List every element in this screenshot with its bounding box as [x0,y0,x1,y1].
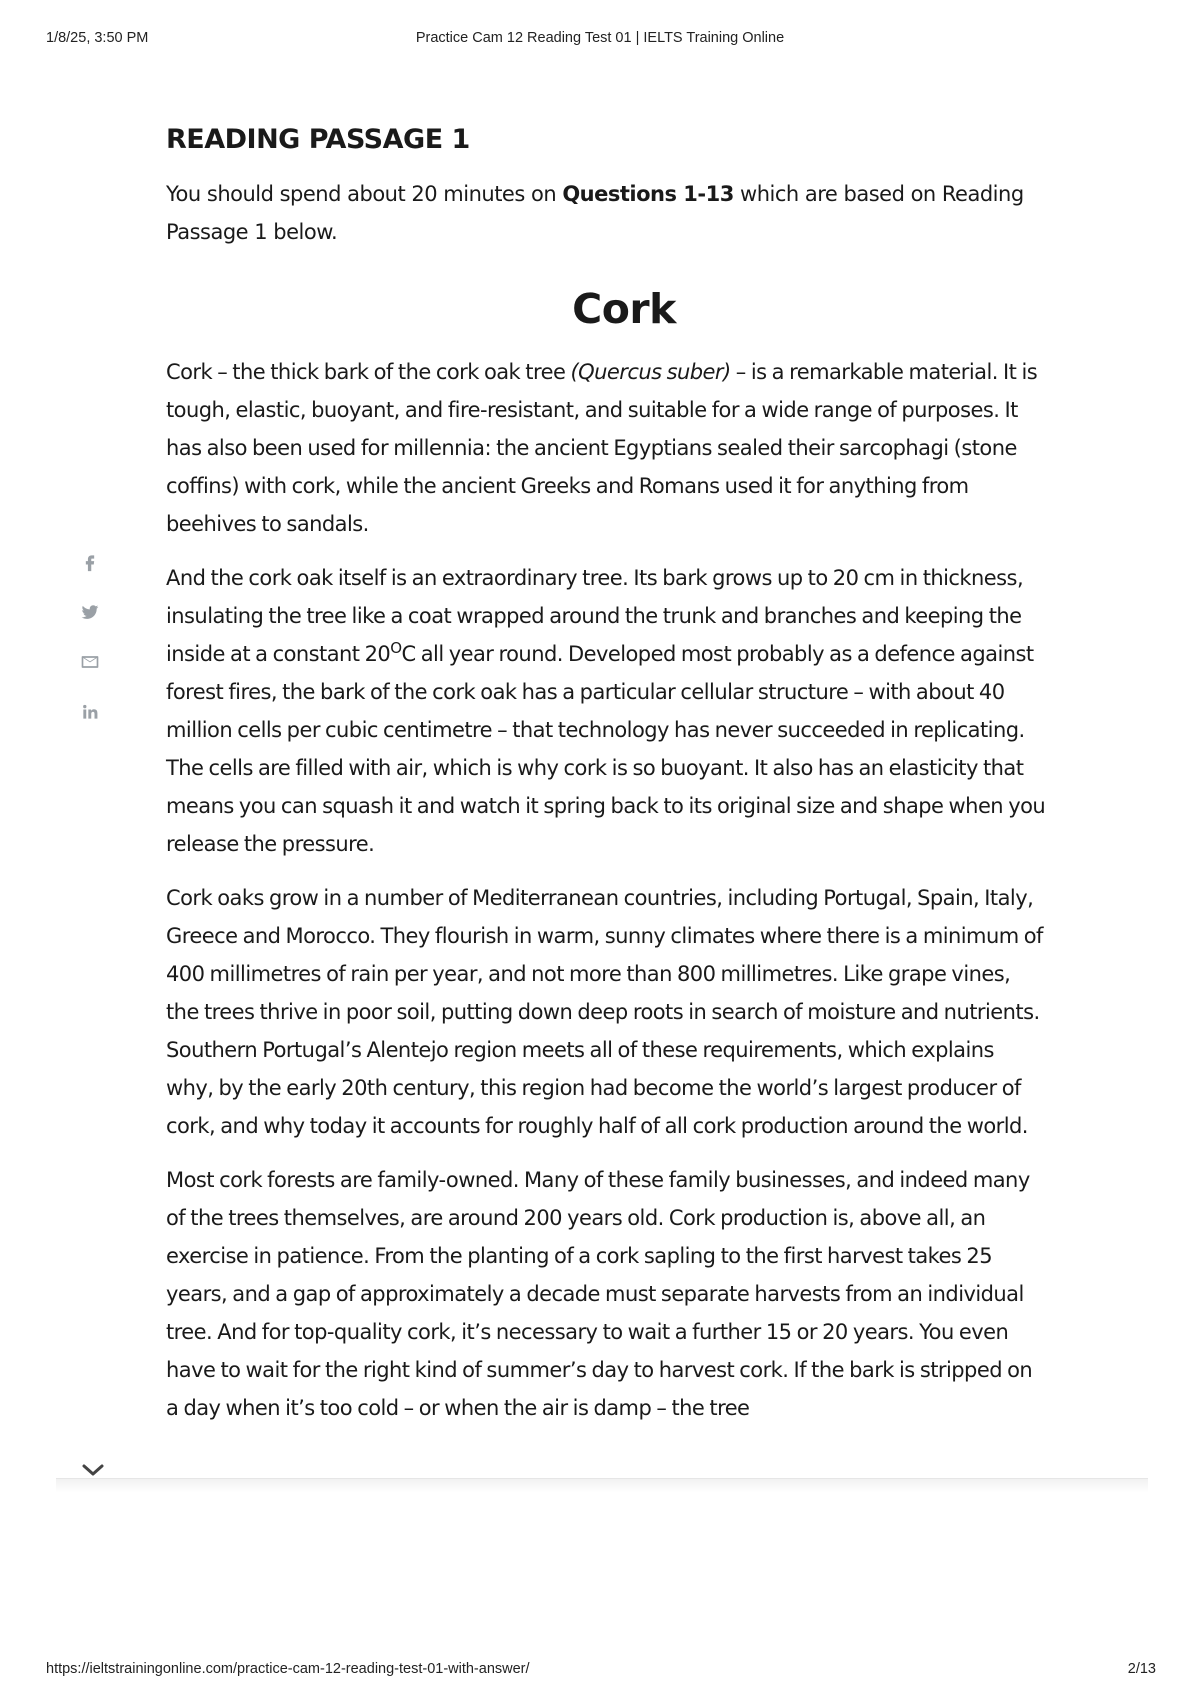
share-twitter-button[interactable] [72,594,108,630]
paragraph-2-start: And the cork oak itself is an extraordinary tree. Its bark grows up to 20 cm in thickness, insulating the tree like a coat wrapped around the trunk and branches and keeping the inside at a constant 20 [166,566,1024,666]
chevron-down-icon [80,1460,106,1480]
print-url: https://ieltstrainingonline.com/practice-cam-12-reading-test-01-with-answer/ [46,1661,530,1677]
print-page-number: 2/13 [1127,1661,1156,1677]
paragraph-4: Most cork forests are family-owned. Many of these family businesses, and indeed many of the trees themselves, are around 200 years old. Cork production is, above all, an exercise in patience. From the planting of a cork sapling to the first harvest takes 25 years, and a gap of approximately a decade must separate harvests from an individual tree. And for top-quality cork, it’s necessary to wait a further 15 or 20 years. You even have to wait for the right kind of summer’s day to harvest cork. If the bark is stripped on a day when it’s too cold – or when the air is damp – the tree [166,1168,1033,1420]
latin-name: (Quercus suber) [570,360,731,384]
share-facebook-button[interactable] [72,544,108,580]
paragraph-3: Cork oaks grow in a number of Mediterranean countries, including Portugal, Spain, Italy, Greece and Morocco. They flourish in warm, sunny climates where there is a minimum of 400 millimetres of rain per year, and not more than 800 millimetres. Like grape vines, the trees thrive in poor soil, putting down deep roots in search of moisture and nutrients. Southern Portugal’s Alentejo region meets all of these requirements, which explains why, by the early 20th century, this region had become the world’s largest producer of cork, and why today it accounts for roughly half of all cork production around the world. [166,886,1043,1138]
print-datetime: 1/8/25, 3:50 PM [46,30,149,46]
paragraph-1-start: Cork – the thick bark of the cork oak tree [166,360,571,384]
intro-text [166,175,1046,251]
paragraph-2-end: C all year round. Developed most probably as a defence against forest fires, the bark of the cork oak has a particular cellular structure – with about 40 million cells per cubic centimetre – that technology has never succeeded in replicating. The cells are filled with air, which is why cork is so buoyant. It also has an elasticity that means you can squash it and watch it spring back to its original size and shape when you release the pressure. [166,642,1046,856]
intro-text-end: which are based on Reading Passage 1 below. [166,182,1024,244]
share-bar [72,544,108,744]
paragraph-1 [166,353,1046,543]
passage-title: Cork [572,285,676,333]
paragraph-1-end: – is a remarkable material. It is tough, elastic, buoyant, and fire-resistant, and suitable for a wide range of purposes. It has also been used for millennia: the ancient Egyptians sealed their sarcophagi (stone coffins) with cork, while the ancient Greeks and Romans used it for anything from beehives to sandals. [166,360,1038,536]
print-page-title: Practice Cam 12 Reading Test 01 | IELTS Training Online [415,30,785,46]
intro-questions-range: Questions 1-13 [562,182,734,206]
email-icon [80,652,100,672]
print-footer [0,1661,1200,1683]
section-heading: READING PASSAGE 1 [166,124,470,155]
intro-text-start: You should spend about 20 minutes on [166,182,563,206]
facebook-icon [80,552,100,572]
share-email-button[interactable] [72,644,108,680]
viewport-bottom-edge [56,1478,1148,1493]
paragraph-2 [166,559,1046,863]
share-linkedin-button[interactable] [72,694,108,730]
article-content [166,124,1046,1443]
expand-share-button[interactable] [80,1460,106,1480]
linkedin-icon [80,702,100,722]
twitter-icon [80,602,100,622]
degree-symbol: O [390,639,402,657]
